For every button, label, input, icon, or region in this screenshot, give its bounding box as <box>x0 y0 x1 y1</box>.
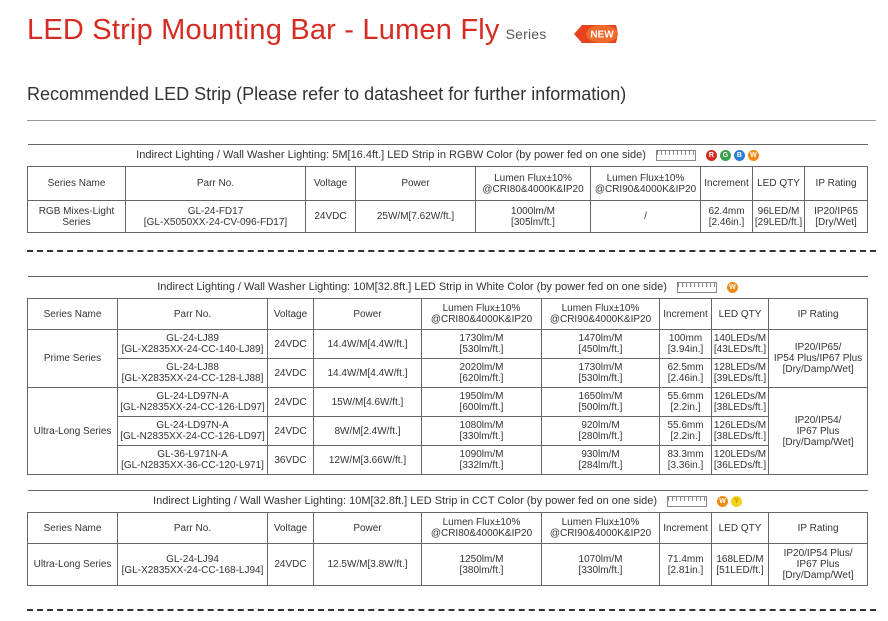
dashed-divider <box>27 250 876 252</box>
cct-section <box>27 490 867 586</box>
led-qty: 168LED/M [51LED/ft.] <box>712 544 769 586</box>
led-qty: 96LED/M [29LED/ft.] <box>753 201 805 233</box>
white-section <box>27 276 867 475</box>
table-row <box>28 446 868 475</box>
new-badge-text: NEW <box>590 29 614 41</box>
col-increment: Increment <box>660 513 712 544</box>
increment: 83.3mm [3.36in.] <box>660 446 712 475</box>
table-row <box>28 201 868 233</box>
table-row <box>28 544 868 586</box>
cct-caption-text: Indirect Lighting / Wall Washer Lighting: 10M[32.8ft.] LED Strip in CCT Color (by power fed on one side) <box>153 495 658 507</box>
flux90: 920lm/M [280lm/ft.] <box>542 417 660 446</box>
flux90: 1070lm/M [330lm/ft.] <box>542 544 660 586</box>
part-no: GL-36-L971N-A [GL-N2835XX-36-CC-120-L971] <box>118 446 268 475</box>
power: 12.5W/M[3.8W/ft.] <box>314 544 422 586</box>
col-ip: IP Rating <box>769 299 868 330</box>
flux90: / <box>591 201 701 233</box>
blue-dot-icon: B <box>734 150 745 161</box>
flux80: 1080lm/M [330lm/ft.] <box>422 417 542 446</box>
dashed-divider <box>27 609 876 611</box>
table-header-row <box>28 513 868 544</box>
table-row <box>28 388 868 417</box>
increment: 55.6mm [2.2in.] <box>660 417 712 446</box>
ip-rating: IP20/IP65 [Dry/Wet] <box>805 201 868 233</box>
power: 14.4W/M[4.4W/ft.] <box>314 359 422 388</box>
cct-caption <box>28 491 868 513</box>
power: 14.4W/M[4.4W/ft.] <box>314 330 422 359</box>
col-voltage: Voltage <box>268 513 314 544</box>
increment: 55.6mm [2.2in.] <box>660 388 712 417</box>
led-qty: 120LEDs/M [36LEDs/ft.] <box>712 446 769 475</box>
page-title <box>27 14 547 47</box>
col-power: Power <box>356 167 476 201</box>
col-flux90: Lumen Flux±10% @CRI90&4000K&IP20 <box>542 299 660 330</box>
table-header-row <box>28 167 868 201</box>
voltage: 24VDC <box>268 544 314 586</box>
col-led-qty: LED QTY <box>753 167 805 201</box>
part-no: GL-24-LJ89 [GL-X2835XX-24-CC-140-LJ89] <box>118 330 268 359</box>
flux90: 930lm/M [284lm/ft.] <box>542 446 660 475</box>
col-ip: IP Rating <box>805 167 868 201</box>
part-no: GL-24-LJ88 [GL-X2835XX-24-CC-128-LJ88] <box>118 359 268 388</box>
flux90: 1470lm/M [450lm/ft.] <box>542 330 660 359</box>
col-part: Parr No. <box>118 299 268 330</box>
color-dots <box>706 150 759 161</box>
color-dots <box>727 282 738 293</box>
col-power: Power <box>314 513 422 544</box>
white-dot-icon: W <box>717 496 728 507</box>
new-badge-icon <box>572 21 620 47</box>
yellow-dot-icon: Y <box>731 496 742 507</box>
red-dot-icon: R <box>706 150 717 161</box>
series-label: Series <box>505 26 547 42</box>
color-dots <box>717 496 742 507</box>
power: 8W/M[2.4W/ft.] <box>314 417 422 446</box>
series-name: RGB Mixes-Light Series <box>28 201 126 233</box>
series-name: Prime Series <box>28 330 118 388</box>
ip-rating: IP20/IP54 Plus/ IP67 Plus [Dry/Damp/Wet] <box>769 544 868 586</box>
table-row <box>28 359 868 388</box>
part-no: GL-24-LD97N-A [GL-N2835XX-24-CC-126-LD97] <box>118 417 268 446</box>
white-dot-icon: W <box>727 282 738 293</box>
col-series: Series Name <box>28 513 118 544</box>
flux80: 1950lm/M [600lm/ft.] <box>422 388 542 417</box>
flux90: 1730lm/M [530lm/ft.] <box>542 359 660 388</box>
flux80: 1090lm/M [332lm/ft.] <box>422 446 542 475</box>
increment: 62.4mm [2.46in.] <box>701 201 753 233</box>
col-power: Power <box>314 299 422 330</box>
ruler-icon <box>656 150 696 161</box>
power: 15W/M[4.6W/ft.] <box>314 388 422 417</box>
white-dot-icon: W <box>748 150 759 161</box>
col-led-qty: LED QTY <box>712 513 769 544</box>
voltage: 24VDC <box>268 359 314 388</box>
ruler-icon <box>677 282 717 293</box>
divider <box>27 120 876 121</box>
green-dot-icon: G <box>720 150 731 161</box>
increment: 62.5mm [2.46in.] <box>660 359 712 388</box>
ruler-icon <box>667 496 707 507</box>
col-increment: Increment <box>660 299 712 330</box>
col-flux80: Lumen Flux±10% @CRI80&4000K&IP20 <box>476 167 591 201</box>
flux80: 1730lm/M [530lm/ft.] <box>422 330 542 359</box>
page-subtitle: Recommended LED Strip (Please refer to datasheet for further information) <box>27 84 627 104</box>
power: 25W/M[7.62W/ft.] <box>356 201 476 233</box>
ip-rating: IP20/IP65/ IP54 Plus/IP67 Plus [Dry/Damp/Wet] <box>769 330 868 388</box>
cct-table <box>27 490 868 586</box>
col-flux90: Lumen Flux±10% @CRI90&4000K&IP20 <box>591 167 701 201</box>
series-name: Ultra-Long Series <box>28 544 118 586</box>
series-name: Ultra-Long Series <box>28 388 118 475</box>
table-header-row <box>28 299 868 330</box>
rgbw-caption-text: Indirect Lighting / Wall Washer Lighting: 5M[16.4ft.] LED Strip in RGBW Color (by power fed on one side) <box>136 149 646 161</box>
table-row <box>28 417 868 446</box>
flux90: 1650lm/M [500lm/ft.] <box>542 388 660 417</box>
rgbw-caption <box>28 145 868 167</box>
voltage: 24VDC <box>268 388 314 417</box>
col-flux90: Lumen Flux±10% @CRI90&4000K&IP20 <box>542 513 660 544</box>
part-no: GL-24-LJ94 [GL-X2835XX-24-CC-168-LJ94] <box>118 544 268 586</box>
led-qty: 140LEDs/M [43LEDs/ft.] <box>712 330 769 359</box>
white-caption <box>28 277 868 299</box>
flux80: 1250lm/M [380lm/ft.] <box>422 544 542 586</box>
voltage: 36VDC <box>268 446 314 475</box>
part-no: GL-24-LD97N-A [GL-N2835XX-24-CC-126-LD97] <box>118 388 268 417</box>
led-qty: 128LEDs/M [39LEDs/ft.] <box>712 359 769 388</box>
led-qty: 126LEDs/M [38LEDs/ft.] <box>712 388 769 417</box>
page-title-text: LED Strip Mounting Bar - Lumen Fly <box>27 14 500 46</box>
col-voltage: Voltage <box>306 167 356 201</box>
part-no: GL-24-FD17 [GL-X5050XX-24-CV-096-FD17] <box>126 201 306 233</box>
flux80: 2020lm/M [620lm/ft.] <box>422 359 542 388</box>
col-part: Parr No. <box>126 167 306 201</box>
ip-rating: IP20/IP54/ IP67 Plus [Dry/Damp/Wet] <box>769 388 868 475</box>
voltage: 24VDC <box>306 201 356 233</box>
white-table <box>27 276 868 475</box>
col-voltage: Voltage <box>268 299 314 330</box>
col-part: Parr No. <box>118 513 268 544</box>
col-flux80: Lumen Flux±10% @CRI80&4000K&IP20 <box>422 513 542 544</box>
table-row <box>28 330 868 359</box>
flux80: 1000lm/M [305lm/ft.] <box>476 201 591 233</box>
voltage: 24VDC <box>268 417 314 446</box>
col-ip: IP Rating <box>769 513 868 544</box>
increment: 100mm [3.94in.] <box>660 330 712 359</box>
rgbw-section <box>27 144 867 233</box>
col-flux80: Lumen Flux±10% @CRI80&4000K&IP20 <box>422 299 542 330</box>
rgbw-table <box>27 144 868 233</box>
increment: 71.4mm [2.81in.] <box>660 544 712 586</box>
col-led-qty: LED QTY <box>712 299 769 330</box>
col-series: Series Name <box>28 299 118 330</box>
power: 12W/M[3.66W/ft.] <box>314 446 422 475</box>
col-increment: Increment <box>701 167 753 201</box>
voltage: 24VDC <box>268 330 314 359</box>
led-qty: 126LEDs/M [38LEDs/ft.] <box>712 417 769 446</box>
white-caption-text: Indirect Lighting / Wall Washer Lighting: 10M[32.8ft.] LED Strip in White Color (by power fed on one side) <box>157 281 667 293</box>
col-series: Series Name <box>28 167 126 201</box>
